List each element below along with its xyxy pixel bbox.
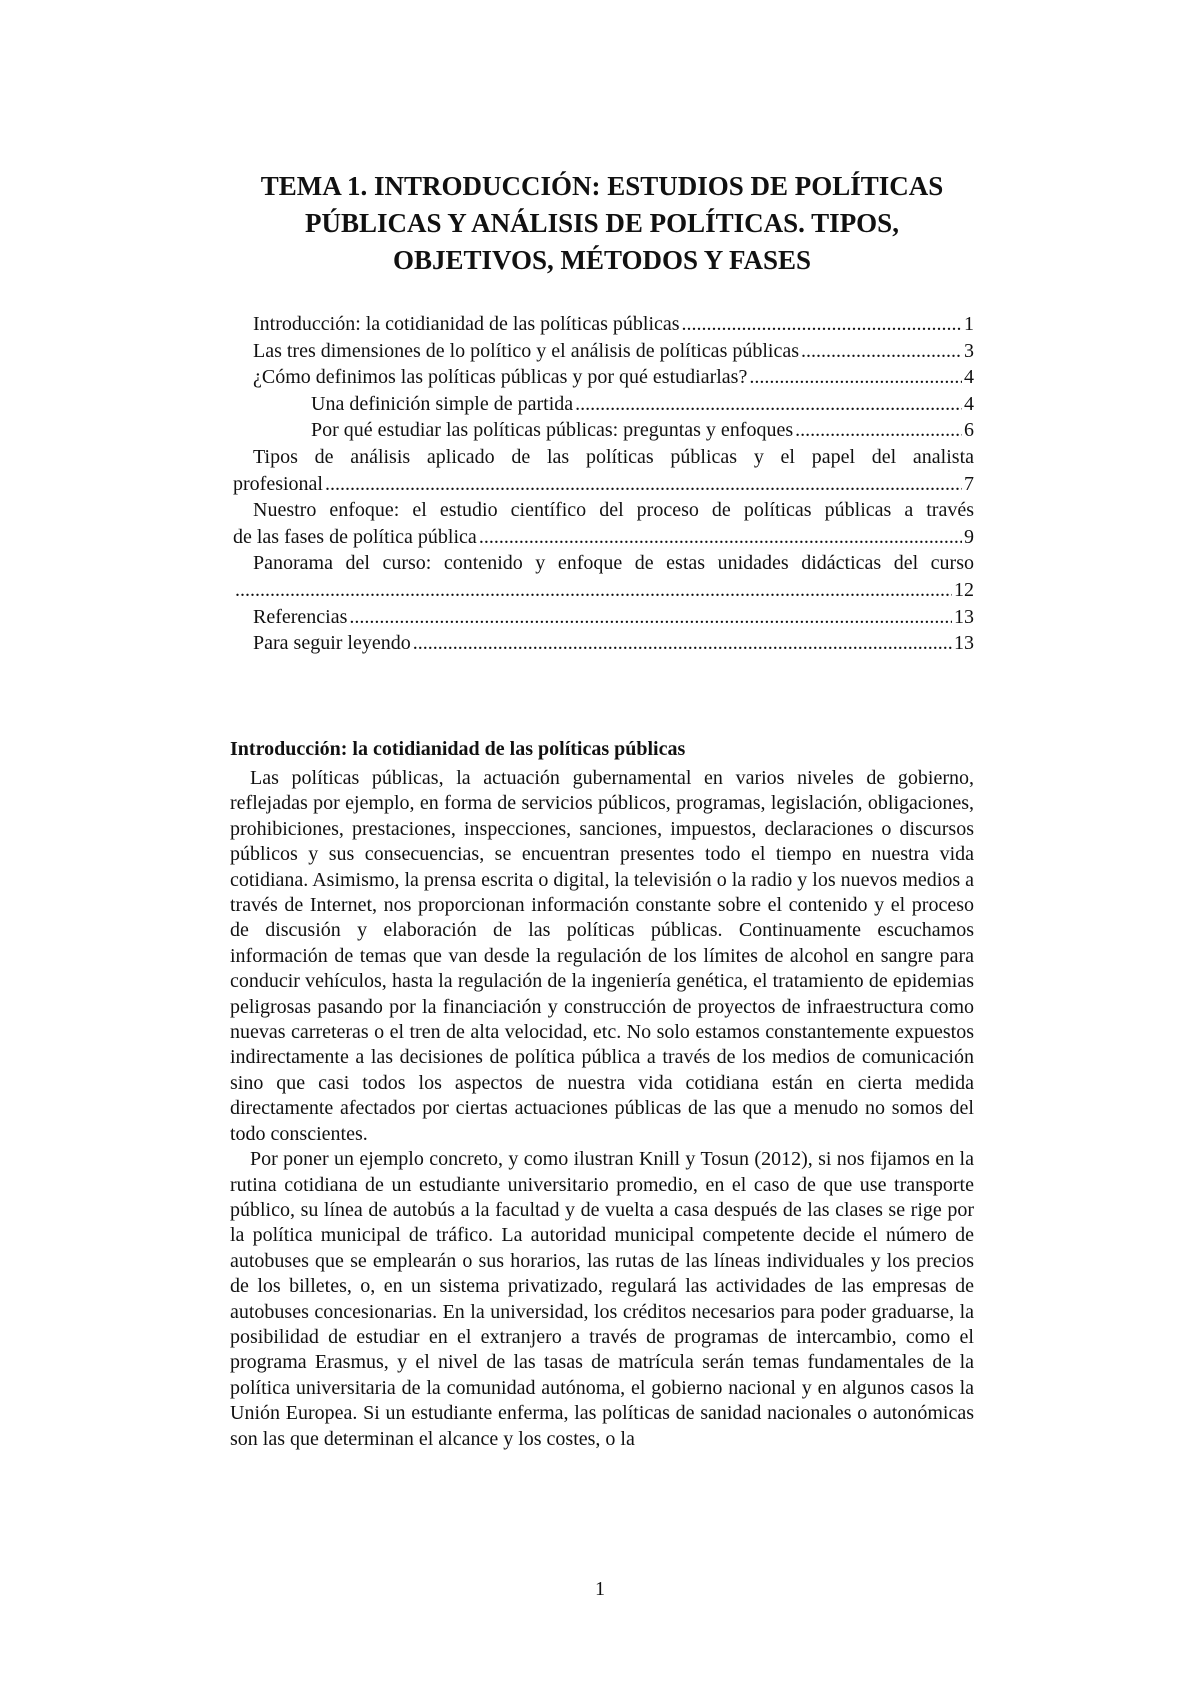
toc-entry[interactable] (253, 338, 974, 365)
toc-entry-page: 7 (964, 472, 974, 495)
toc-subentry[interactable] (253, 417, 974, 444)
toc-entry-page: 13 (954, 632, 974, 655)
section-heading: Introducción: la cotidianidad de las políticas públicas (230, 738, 686, 760)
toc-entry-label-cont: profesional (233, 472, 323, 495)
toc-entry-label: Introducción: la cotidianidad de las políticas públicas (253, 313, 680, 335)
paragraph: Por poner un ejemplo concreto, y como ilustran Knill y Tosun (2012), si nos fijamos en la rutina cotidiana de un estudiante universitario promedio, en el caso de que use transporte público, su línea de autobús a la facultad y de vuelta a casa después de las clases se rige por la política municipal de tráfico. La autoridad municipal competente decide el número de autobuses que se emplearán o sus horarios, las rutas de las líneas individuales y los precios de los billetes, o, en un sistema privatizado, regulará las actividades de las empresas de autobuses concesionarias. En la universidad, los créditos necesarios para poder graduarse, la posibilidad de estudiar en el extranjero a través de programas de intercambio, como el programa Erasmus, y el nivel de las tasas de matrícula serán temas fundamentales de la política universitaria de la comunidad autónoma, el gobierno nacional y en algunos casos la Unión Europea. Si un estudiante enferma, las políticas de sanidad nacionales o autonómicas son las que determinan el alcance y los costes, o la (230, 1148, 974, 1450)
toc-leader (575, 391, 962, 418)
toc-entry-label: Referencias (253, 605, 348, 628)
body-text (230, 766, 974, 1452)
toc-entry-label: Una definición simple de partida (311, 392, 574, 415)
title-line-2: PÚBLICAS Y ANÁLISIS DE POLÍTICAS. TIPOS, (305, 208, 899, 238)
toc-leader (682, 311, 962, 338)
toc-entry-label: Las tres dimensiones de lo político y el análisis de políticas públicas (253, 339, 799, 362)
toc-entry-page: 1 (964, 313, 974, 335)
toc-entry[interactable] (233, 497, 974, 550)
toc-entry-label: Nuestro enfoque: el estudio científico del proceso de políticas públicas a través (253, 499, 974, 522)
title-line-1: TEMA 1. INTRODUCCIÓN: ESTUDIOS DE POLÍTICAS (260, 171, 944, 201)
toc-entry-page: 4 (964, 392, 974, 415)
toc-entry[interactable] (253, 604, 974, 631)
toc-entry-page: 3 (964, 339, 974, 362)
toc-entry-page: 6 (964, 419, 974, 442)
toc-entry-page: 9 (964, 525, 974, 548)
page-number: 1 (595, 1578, 605, 1600)
title-line-3: OBJETIVOS, MÉTODOS Y FASES (392, 245, 812, 275)
toc-leader (235, 577, 952, 604)
toc-leader (749, 364, 962, 391)
toc-leader (349, 604, 952, 631)
toc-entry[interactable] (233, 444, 974, 497)
toc-leader (325, 471, 962, 498)
toc-entry-label: ¿Cómo definimos las políticas públicas y por qué estudiarlas? (253, 366, 748, 389)
table-of-contents (233, 311, 974, 657)
toc-leader (413, 630, 952, 657)
toc-leader (801, 338, 962, 365)
toc-entry-page: 4 (964, 366, 974, 389)
toc-entry-label: Tipos de análisis aplicado de las políticas públicas y el papel del analista (253, 445, 974, 468)
toc-leader (479, 524, 962, 551)
toc-entry[interactable] (253, 630, 974, 657)
toc-entry-page: 13 (954, 605, 974, 628)
paragraph: Las políticas públicas, la actuación gubernamental en varios niveles de gobierno, reflejadas por ejemplo, en forma de servicios públicos, programas, legislación, obligaciones, prohibiciones, prestaciones, inspecciones, sanciones, impuestos, declaraciones o discursos públicos y sus consecuencias, se encuentran presentes todo el tiempo en nuestra vida cotidiana. Asimismo, la prensa escrita o digital, la televisión o la radio y los nuevos medios a través de Internet, nos proporcionan información constante sobre el contenido y el proceso de discusión y elaboración de las políticas públicas. Continuamente escuchamos información de temas que van desde la regulación de los límites de alcohol en sangre para conducir vehículos, hasta la regulación de la ingeniería genética, el tratamiento de epidemias peligrosas pasando por la financiación y construcción de proyectos de infraestructura como nuevas carreteras o el tren de alta velocidad, etc. No solo estamos constantemente expuestos indirectamente a las decisiones de política pública a través de los medios de comunicación sino que casi todos los aspectos de nuestra vida cotidiana están en cierta medida directamente afectados por ciertas actuaciones públicas de las que a menudo no somos del todo conscientes. (230, 767, 974, 1145)
toc-entry[interactable] (253, 364, 974, 391)
toc-entry[interactable] (253, 311, 974, 338)
toc-entry-label: Por qué estudiar las políticas públicas: preguntas y enfoques (311, 419, 794, 442)
toc-entry-page: 12 (954, 578, 974, 601)
toc-entry-label: Para seguir leyendo (253, 632, 411, 655)
toc-entry-label-cont: de las fases de política pública (233, 525, 477, 548)
toc-entry-label: Panorama del curso: contenido y enfoque de estas unidades didácticas del curso (253, 552, 974, 575)
toc-subentry[interactable] (253, 391, 974, 418)
document-title (230, 168, 974, 279)
toc-leader (795, 417, 962, 444)
toc-entry[interactable] (253, 550, 974, 603)
